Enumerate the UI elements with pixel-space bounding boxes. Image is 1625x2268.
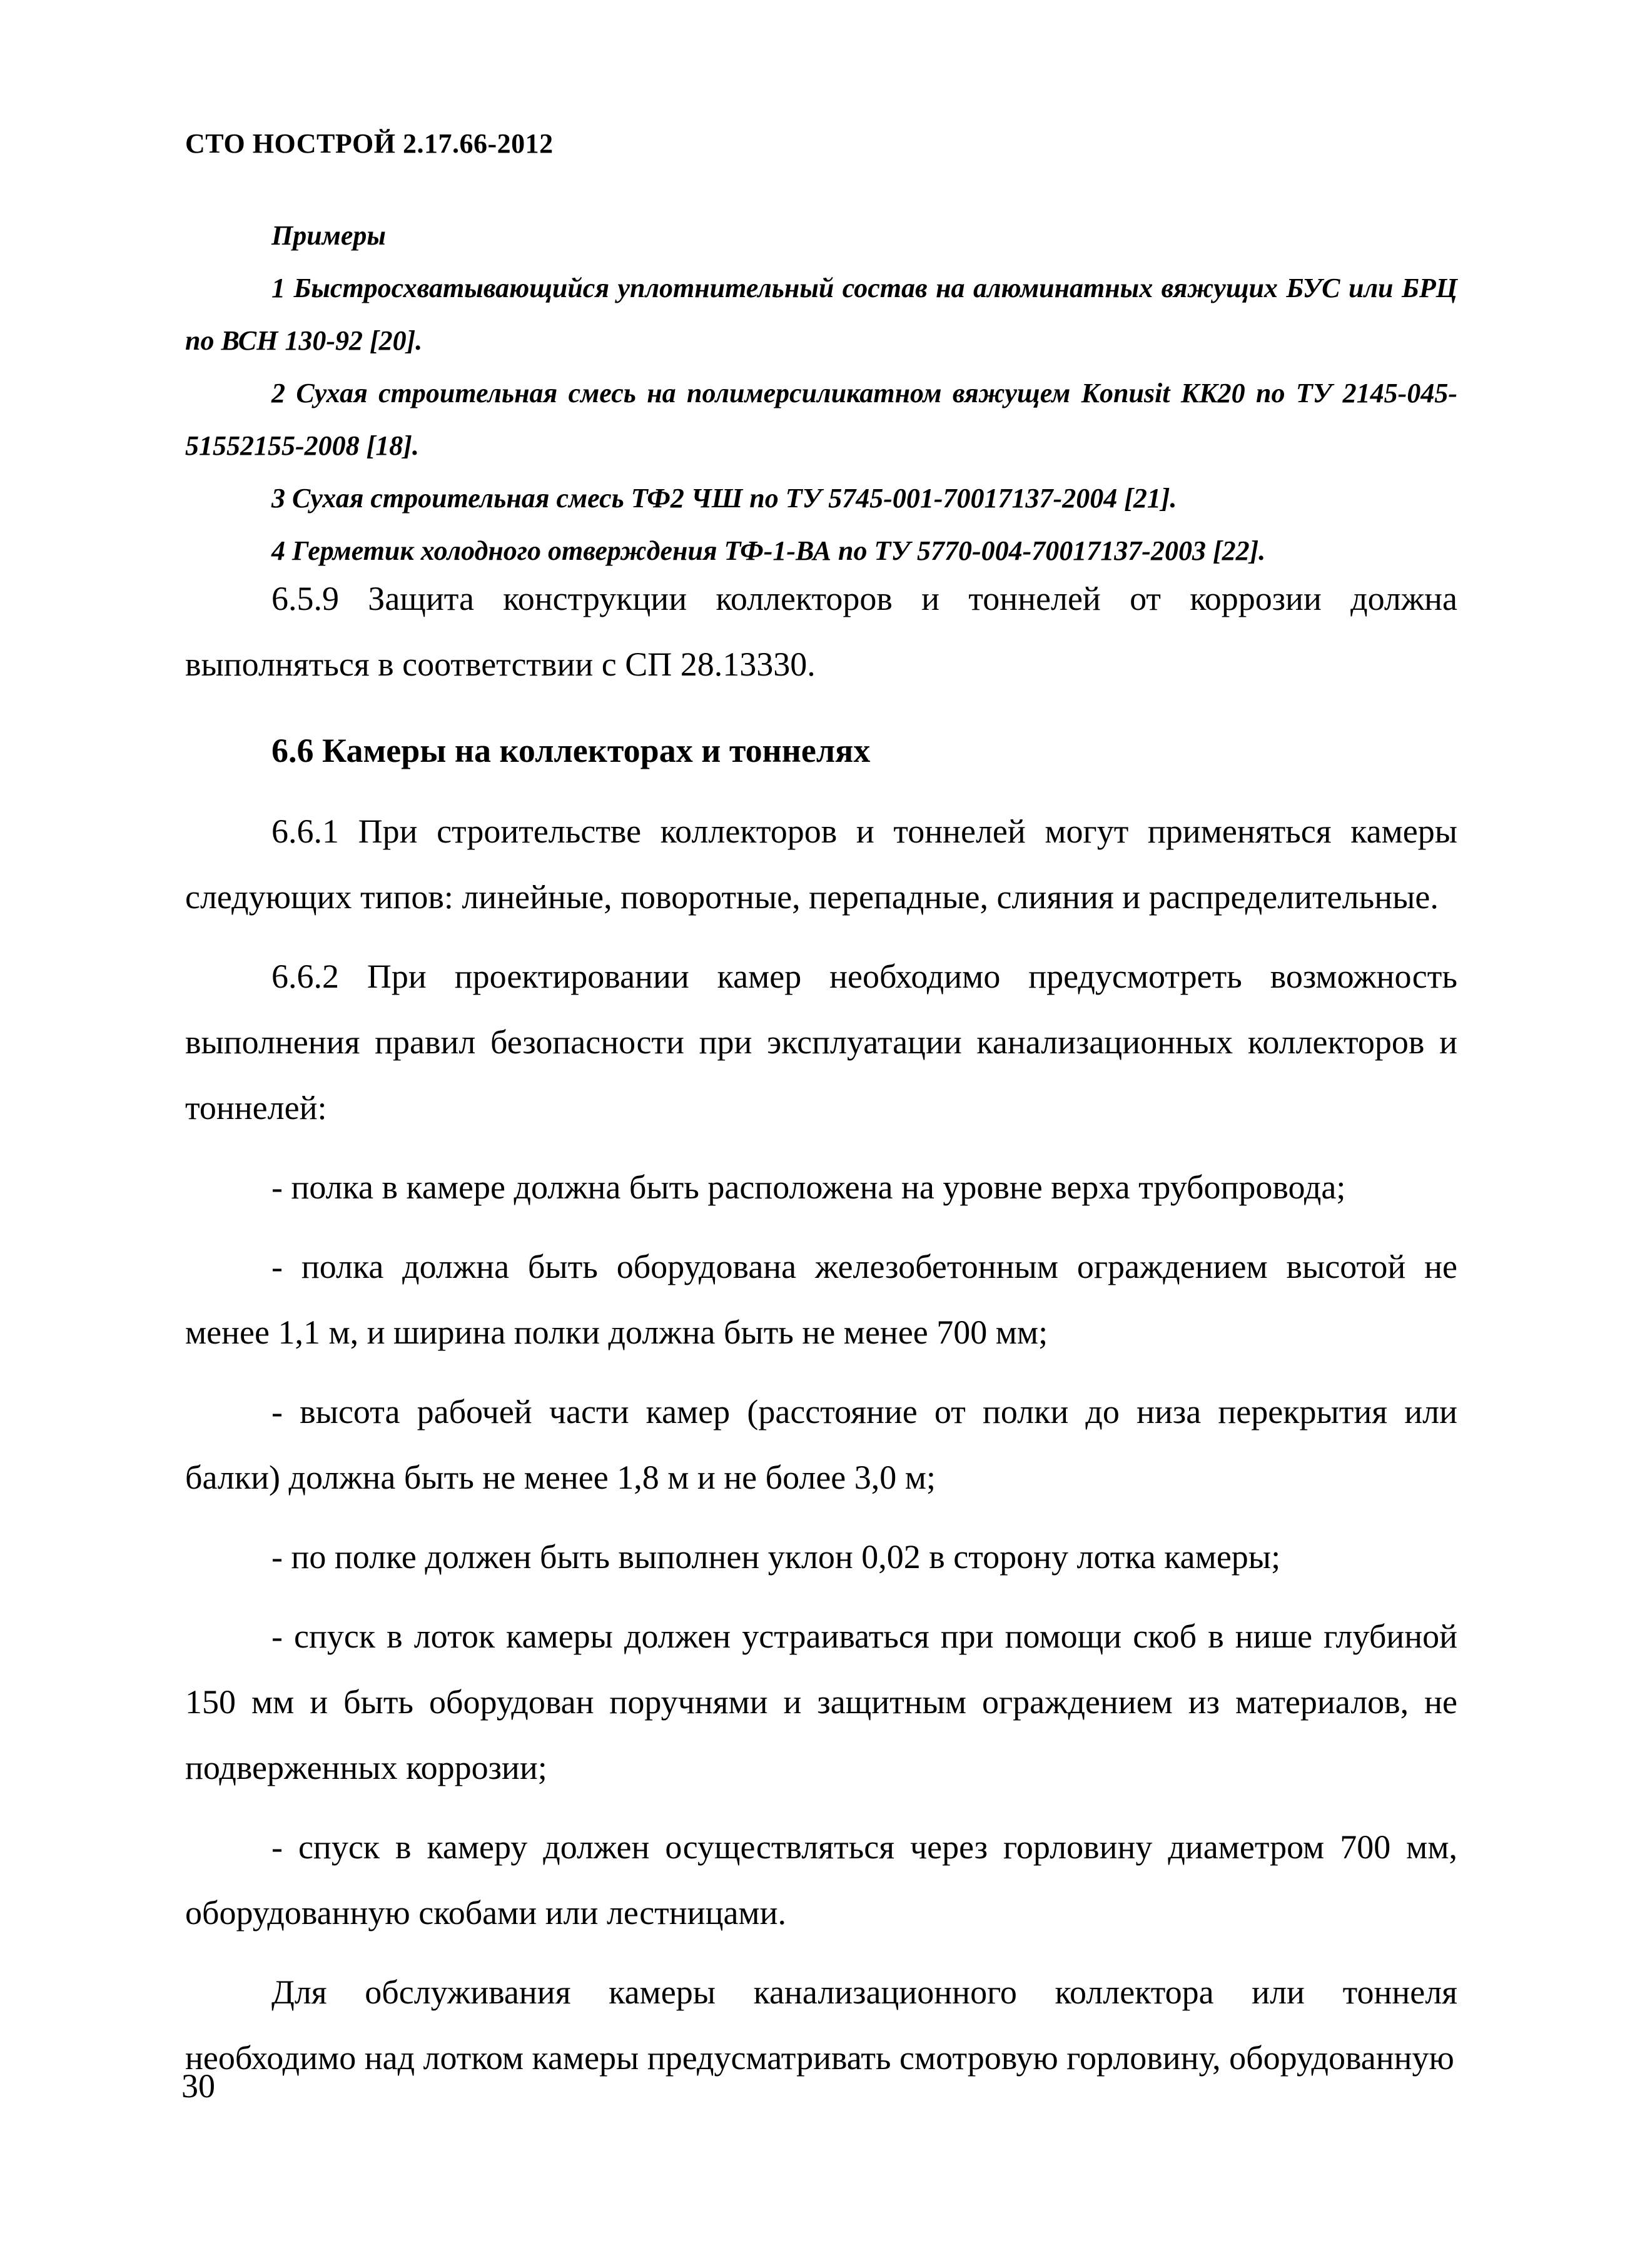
paragraph-6-6-1: 6.6.1 При строительстве коллекторов и тоннелей могут применяться камеры следующих типов: линейные, поворотные, перепадные, слияния и распределительные. [185,813,1457,916]
examples-block [185,210,1457,577]
paragraph-6-5-9: 6.5.9 Защита конструкции коллекторов и тоннелей от коррозии должна выполняться в соответствии с СП 28.13330. [185,580,1457,683]
paragraph-final: Для обслуживания камеры канализационного коллектора или тоннеля необходимо над лотком камеры предусматривать смотровую горловину, оборудованную [185,1973,1457,2077]
list-item: - спуск в камеру должен осуществляться через горловину диаметром 700 мм, оборудованную скобами или лестницами. [185,1828,1457,1931]
example-item: 1 Быстросхватывающийся уплотнительный состав на алюминатных вяжущих БУС или БРЦ по ВСН 130-92 [20]. [185,273,1457,356]
example-item: 2 Сухая строительная смесь на полимерсиликатном вяжущем Konusit KK20 по ТУ 2145-045-51552155-2008 [18]. [185,378,1457,461]
example-item: 3 Сухая строительная смесь ТФ2 ЧШ по ТУ 5745-001-70017137-2004 [21]. [271,483,1177,514]
list-item: - полка должна быть оборудована железобетонным ограждением высотой не менее 1,1 м, и ширина полки должна быть не менее 700 мм; [185,1248,1457,1351]
document-body [185,566,1457,2091]
section-title: 6.6 Камеры на коллекторах и тоннелях [271,732,871,769]
list-item: - спуск в лоток камеры должен устраиваться при помощи скоб в нише глубиной 150 мм и быть оборудован поручнями и защитным ограждением из материалов, не подверженных коррозии; [185,1617,1457,1786]
list-item: - по полке должен быть выполнен уклон 0,02 в сторону лотка камеры; [271,1538,1281,1576]
example-item: 4 Герметик холодного отверждения ТФ-1-ВА по ТУ 5770-004-70017137-2003 [22]. [271,535,1266,566]
list-item: - высота рабочей части камер (расстояние от полки до низа перекрытия или балки) должна быть не менее 1,8 м и не более 3,0 м; [185,1393,1457,1496]
document-header: СТО НОСТРОЙ 2.17.66-2012 [185,128,554,159]
examples-heading: Примеры [271,220,386,251]
paragraph-6-6-2: 6.6.2 При проектировании камер необходимо предусмотреть возможность выполнения правил безопасности при эксплуатации канализационных коллекторов и тоннелей: [185,958,1457,1126]
list-item: - полка в камере должна быть расположена на уровне верха трубопровода; [271,1168,1346,1206]
page-number: 30 [181,2067,215,2105]
